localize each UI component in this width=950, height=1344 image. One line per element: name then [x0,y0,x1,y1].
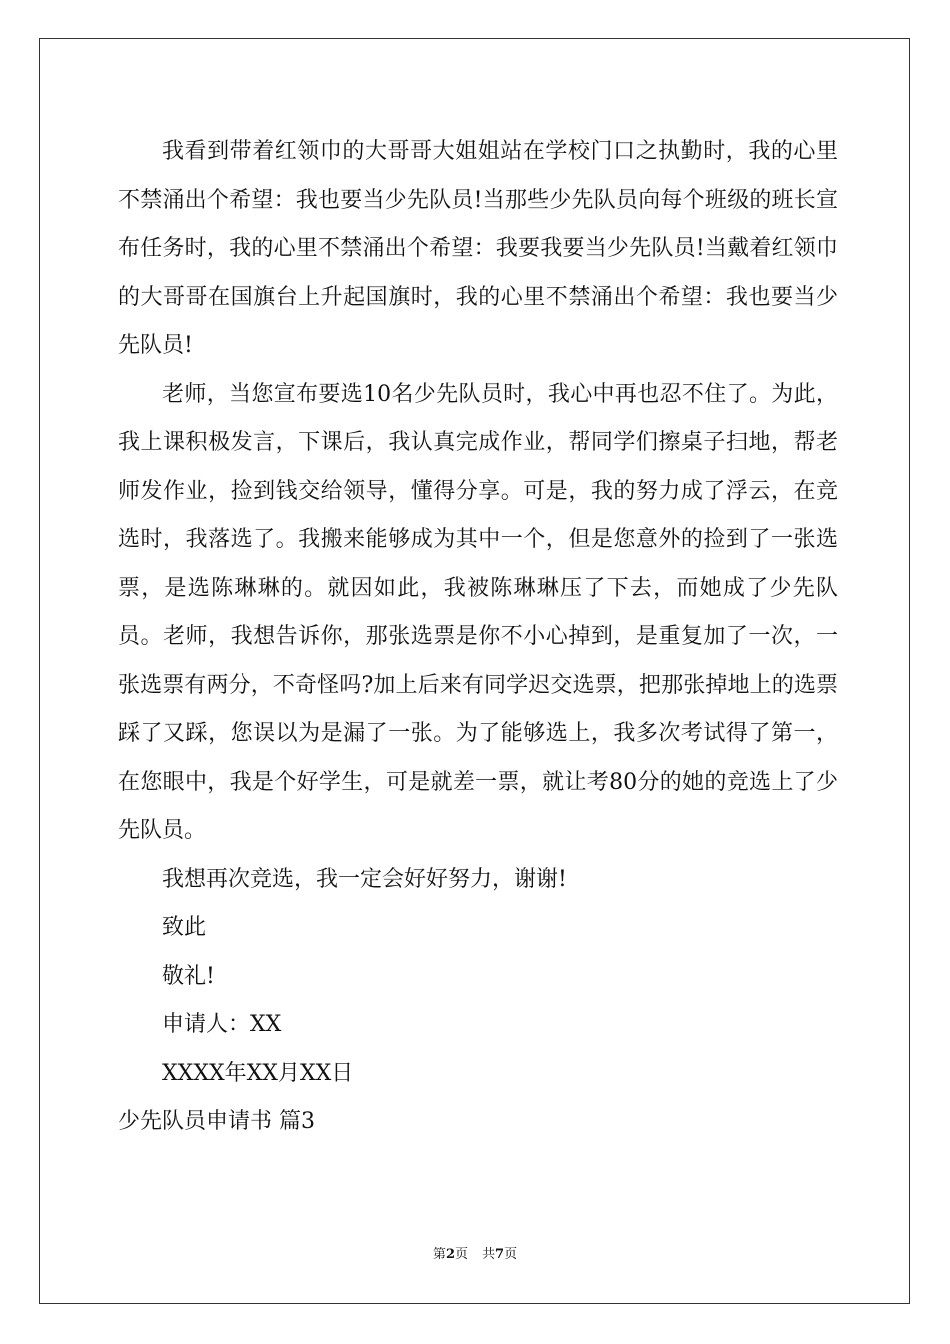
salute-line: 敬礼! [162,963,215,989]
paragraph-3: 我想再次竞选，我一定会好好努力，谢谢! [162,866,567,892]
page-total: 7 [495,1247,505,1262]
paragraph-1: 我看到带着红领巾的大哥哥大姐姐站在学校门口之执勤时，我的心里不禁涌出个希望：我也要当少先队员!当那些少先队员向每个班级的班长宣布任务时，我的心里不禁涌出个希望：我要我要当少先队员!当戴着红领巾的大哥哥在国旗台上升起国旗时，我的心里不禁涌出个希望：我也要当少先队员! [118,139,838,358]
date-line: XXXX年XX月XX日 [162,1060,354,1086]
page-current: 2 [445,1247,455,1262]
document-body [118,128,838,1147]
page-prefix: 第 [432,1247,446,1262]
total-suffix: 页 [504,1247,518,1262]
closing-line: 致此 [162,915,207,940]
total-prefix: 共 [482,1247,496,1262]
applicant-line: 申请人：XX [162,1012,282,1037]
next-section-heading: 少先队员申请书 篇3 [118,1109,315,1134]
paragraph-2: 老师，当您宣布要选10名少先队员时，我心中再也忍不住了。为此，我上课积极发言，下课后，我认真完成作业，帮同学们擦桌子扫地，帮老师发作业，捡到钱交给领导，懂得分享。可是，我的努力成了浮云，在竞选时，我落选了。我搬来能够成为其中一个，但是您意外的捡到了一张选票，是选陈琳琳的。就因如此，我被陈琳琳压了下去，而她成了少先队员。老师，我想告诉你，那张选票是你不小心掉到，是重复加了一次，一张选票有两分，不奇怪吗?加上后来有同学迟交选票，把那张掉地上的选票踩了又踩，您误以为是漏了一张。为了能够选上，我多次考试得了第一，在您眼中，我是个好学生，可是就差一票，就让考80分的她的竞选上了少先队员。 [118,381,838,843]
page-suffix: 页 [454,1247,468,1262]
page-footer [0,1246,950,1264]
